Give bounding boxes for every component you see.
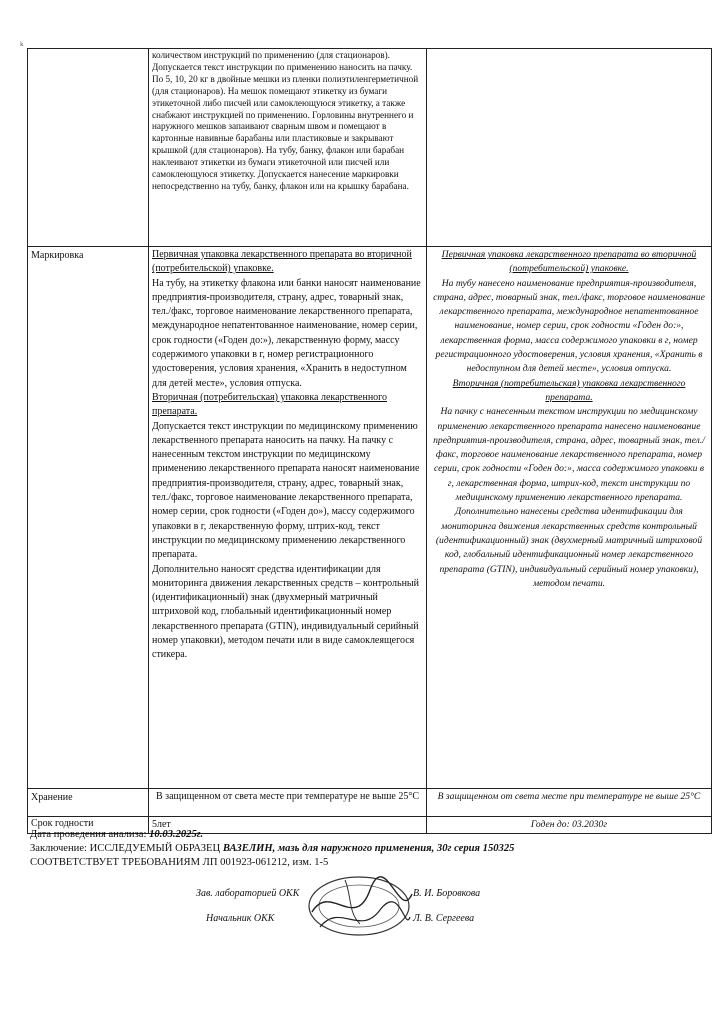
- marking-res-secondary-heading: Вторичная (потребительская) упаковка лекарственного препарата.: [452, 377, 686, 403]
- head-of-qc-name: Л. В. Сергеева: [413, 913, 475, 924]
- storage-result: В защищенном от света месте при температуре не выше 25°С: [427, 789, 712, 817]
- conclusion-line-2: СООТВЕТСТВУЕТ ТРЕБОВАНИЯМ ЛП 001923-061212, изм. 1-5: [30, 857, 329, 868]
- marking-req-identification-text: Дополнительно наносят средства идентификации для мониторинга движения лекарственных средств – контрольный (идентификационный) знак (двухмерный матричный штриховой код, глобальный идентификационный номер лекарственного препарата (GTIN), индивидуальный серийный номер упаковки), методом печати или в виде самоклеящегося стикера.: [152, 563, 419, 661]
- shelf-life-label: Срок годности: [28, 817, 149, 834]
- marking-req-primary-heading: Первичная упаковка лекарственного препарата во вторичной (потребительской) упаковке.: [152, 249, 412, 275]
- specification-table: [27, 48, 712, 834]
- packaging-result: [427, 49, 712, 247]
- marking-res-identification-text: Дополнительно нанесены средства идентификации для мониторинга движения лекарственных средств контрольный (идентификационный) знак (двухмерный матричный штриховой код, глобальный идентификационный номер лекарственного препарата (GTIN), индивидуальный серийный номер упаковки), методом печати.: [435, 506, 703, 589]
- marking-res-secondary-text: На пачку с нанесенным текстом инструкции по медицинскому применению лекарственного препарата нанесено наименование предприятия-производителя, страна, адрес, товарный знак, тел./факс, торговое наименование лекарственного препарата, номер серии, срок годности «Годен до:», масса содержимого упаковки в г, лекарственная форма, штрих-код, текст инструкции по медицинскому применению лекарственного препарата.: [433, 406, 705, 504]
- analysis-date-value: 10.03.2025г.: [149, 829, 204, 840]
- conclusion-prefix: Заключение: ИССЛЕДУЕМЫЙ ОБРАЗЕЦ: [30, 843, 221, 854]
- analysis-date-line: [30, 829, 203, 840]
- conclusion-line-1: [30, 843, 514, 854]
- corner-mark: ᵏ: [20, 40, 24, 52]
- table-row-marking: [28, 247, 712, 789]
- packaging-text: количеством инструкций по применению (для стационаров). Допускается текст инструкции по применению наносить на пачку. По 5, 10, 20 кг в двойные мешки из пленки полиэтиленгерметичной (для стационаров). На мешок помещают этикетку из бумаги этикеточной либо писчей или самоклеющуюся этикетку, а также снабжают инструкцией по применению. Горловины внутреннего и наружного мешков запаивают сварным швом и помещают в картонные навивные барабаны или пластиковые и закрывают крышкой (для стационаров). На тубу, банку, флакон или барабан наклеивают этикетки из бумаги этикеточной или писчей или самоклеющуюся этикетку. Допускается нанесение маркировки непосредственно на тубу, банку, флакон или на крышку барабана.: [149, 49, 427, 247]
- marking-req-secondary-heading: Вторичная (потребительская) упаковка лекарственного препарата.: [152, 391, 388, 418]
- storage-label: Хранение: [28, 789, 149, 817]
- marking-req-secondary-text: Допускается текст инструкции по медицинскому применению лекарственного препарата наносить на пачку. На пачку с нанесенным текстом инструкции по медицинскому применению лекарственного препарата наносят наименование предприятия-производителя, страну, адрес, товарный знак, тел./факс, торговое наименование лекарственного препарата, номер серии, срок годности («Годен до»), массу содержимого упаковки в г, лекарственную форму, штрих-код, текст инструкции по медицинскому применению лекарственного препарата.: [152, 420, 420, 561]
- marking-req-primary-text: На тубу, на этикетку флакона или банки наносят наименование предприятия-производителя, страну, адрес, товарный знак, тел./факс, торговое наименование лекарственного препарата, международное непатентованное наименование, номер серии, срок годности («Годен до:»), лекарственную форму, массу содержимого упаковки в г, номер регистрационного удостоверения, условия хранения, «Хранить в недоступном для детей месте», условия отпуска.: [152, 277, 421, 389]
- label-cell: [28, 49, 149, 247]
- shelf-life-result: Годен до: 03.2030г: [427, 817, 712, 834]
- marking-requirements: [149, 247, 427, 789]
- conclusion-product: ВАЗЕЛИН, мазь для наружного применения, 30г серия 150325: [222, 843, 515, 854]
- head-of-lab-name: В. И. Боровкова: [413, 888, 481, 899]
- marking-label: Маркировка: [28, 247, 149, 789]
- signature-stamp-icon: [300, 872, 418, 940]
- marking-results: [427, 247, 712, 789]
- shelf-life-requirement: 5лет: [149, 817, 427, 834]
- table-row-packaging: [28, 49, 712, 247]
- analysis-date-label: Дата проведения анализа:: [30, 829, 147, 840]
- head-of-qc-role: Начальник ОКК: [206, 913, 275, 924]
- head-of-lab-role: Зав. лабораторией ОКК: [196, 888, 300, 899]
- storage-requirement: В защищенном от света месте при температуре не выше 25°С: [149, 789, 427, 817]
- table-row-storage: [28, 789, 712, 817]
- marking-res-primary-text: На тубу нанесено наименование предприятия-производителя, страна, адрес, товарный знак, тел./факс, торговое наименование лекарственного препарата, международное непатентованное наименование, номер серии, срок годности «Годен до:», лекарственная форма, масса содержимого упаковки в г, номер регистрационного удостоверения, условия хранения, «Хранить в недоступном для детей месте», условия отпуска.: [433, 277, 705, 375]
- marking-res-primary-heading: Первичная упаковка лекарственного препарата во вторичной (потребительской) упаковке.: [441, 249, 697, 275]
